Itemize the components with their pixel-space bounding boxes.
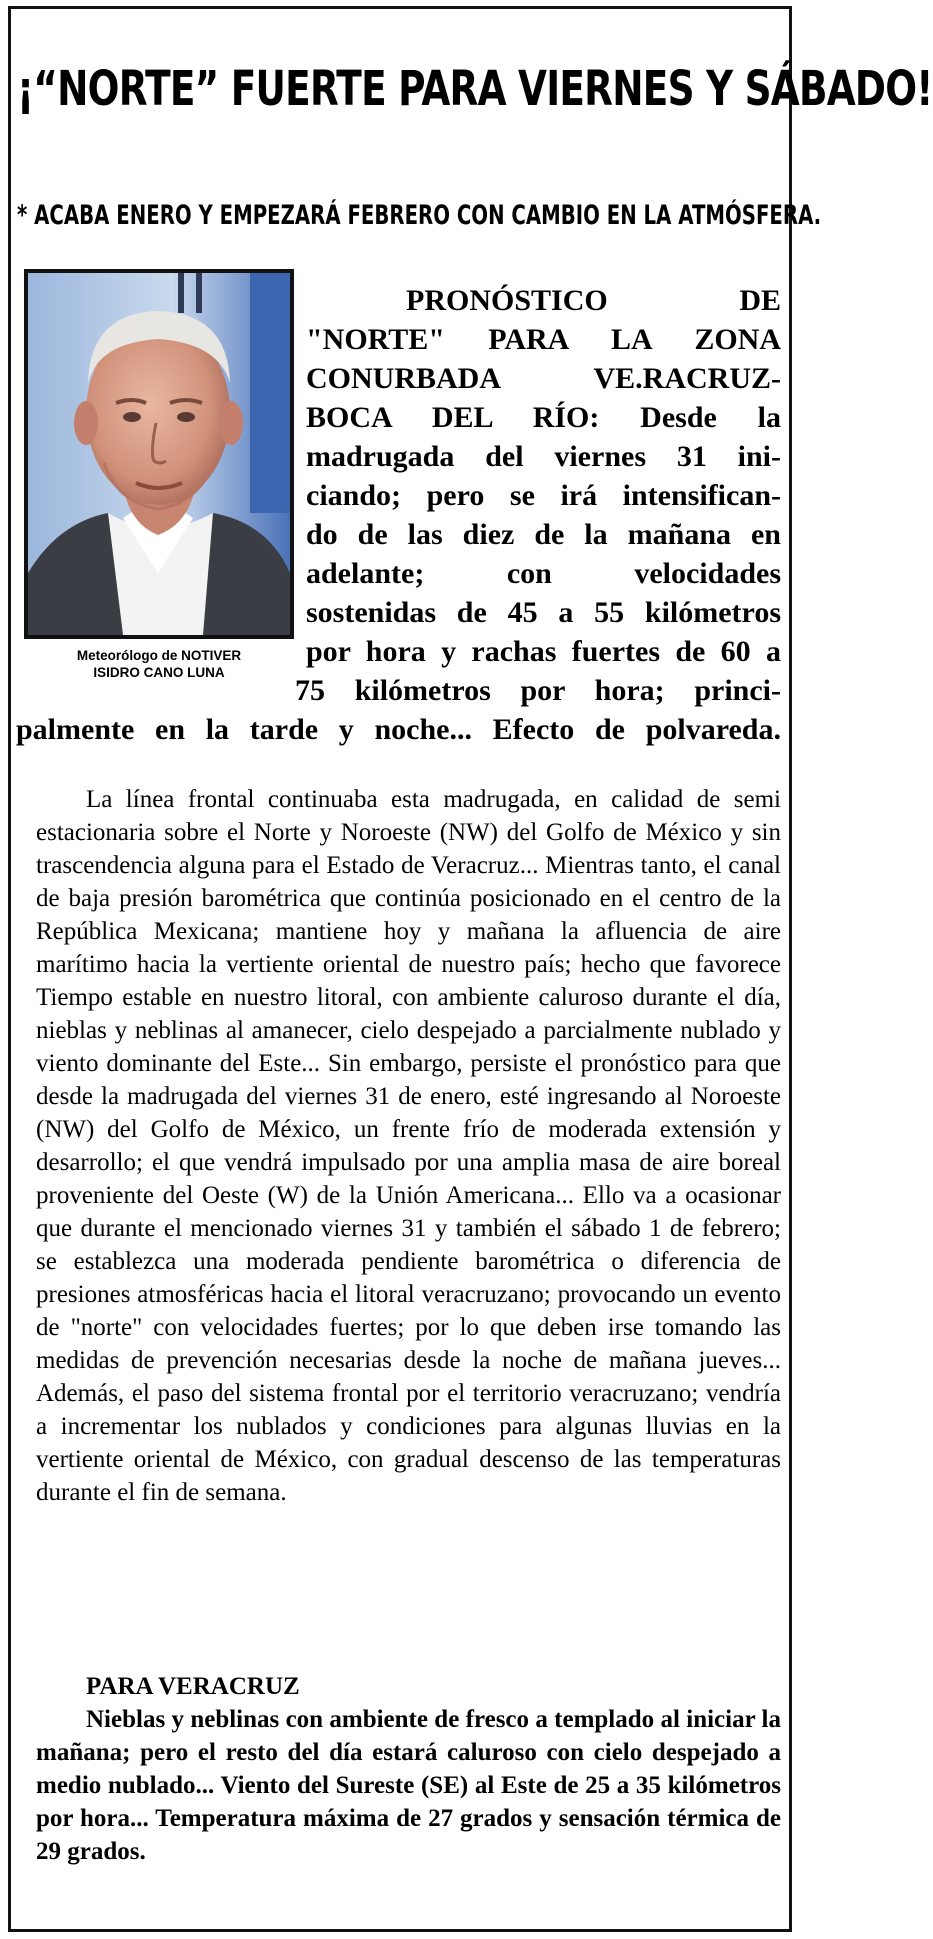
lead-line: palmente en la tarde y noche... Efecto de polvareda.: [16, 713, 781, 746]
lead-paragraph: [306, 281, 781, 632]
lead-line: BOCA DEL RÍO: Desde la: [306, 401, 781, 434]
lead-line: do de las diez de la mañana en: [306, 518, 781, 551]
lead-line: sostenidas de 45 a 55 kilómetros: [306, 596, 781, 629]
subheadline: * ACABA ENERO Y EMPEZARÁ FEBRERO CON CAMBIO EN LA ATMÓSFERA.: [17, 200, 822, 231]
caption-line-1: Meteorólogo de NOTIVER: [76, 648, 242, 663]
lead-line: adelante; con velocidades: [306, 557, 781, 590]
lead-line: ciando; pero se irá intensifican-: [306, 479, 781, 512]
lead-line: madrugada del viernes 31 ini-: [306, 440, 781, 473]
section-body: Nieblas y neblinas con ambiente de fresco a templado al iniciar la mañana; pero el resto del día estará caluroso con cielo despejado a medio nublado... Viento del Sureste (SE) al Este de 25 a 35 kilómetros por hora... Temperatura máxima de 27 grados y sensación térmica de 29 grados.: [36, 1706, 781, 1865]
meteorologist-photo: [24, 269, 294, 639]
article-body: La línea frontal continuaba esta madrugada, en calidad de semi estacionaria sobre el Norte y Noroeste (NW) del Golfo de México y sin trascendencia alguna para el Estado de Veracruz... Mientras tanto, el canal de baja presión barométrica que continúa posicionado en el centro de la República Mexicana; mantiene hoy y mañana la afluencia de aire marítimo hacia la vertiente oriental de nuestro país; hecho que favorece Tiempo estable en nuestro litoral, con ambiente caluroso durante el día, nieblas y neblinas al amanecer, cielo despejado a parcialmente nublado y viento dominante del Este... Sin embargo, persiste el pronóstico para que desde la madrugada del viernes 31 de enero, esté ingresando al Noroeste (NW) del Golfo de México, un frente frío de moderada extensión y desarrollo; el que vendrá impulsado por una amplia masa de aire boreal proveniente del Oeste (W) de la Unión Americana... Ello va a ocasionar que durante el mencionado viernes 31 y también el sábado 1 de febrero; se establezca una moderada pendiente barométrica o diferencia de presiones atmosféricas hacia el litoral veracruzano; provocando un evento de "norte" con velocidades fuertes; por lo que deben irse tomando las medidas de prevención necesarias desde la noche de mañana jueves... Además, el paso del sistema frontal por el territorio veracruzano; vendría a incrementar los nublados y condiciones para algunas lluvias en la vertiente oriental de México, con gradual descenso de las temperaturas durante el fin de semana.: [36, 786, 781, 1506]
headline: ¡“NORTE” FUERTE PARA VIERNES Y SÁBADO!: [17, 61, 933, 117]
lead-line: "NORTE" PARA LA ZONA: [306, 323, 781, 356]
caption-line-2: ISIDRO CANO LUNA: [93, 665, 225, 680]
article-frame: [8, 6, 933, 1932]
lead-line: por hora y rachas fuertes de 60 a: [306, 635, 781, 668]
lead-line: PRONÓSTICO DE: [406, 284, 781, 317]
section-title: PARA VERACRUZ: [86, 1673, 300, 1700]
lead-line: 75 kilómetros por hora; princi-: [295, 674, 781, 707]
photo-caption: [24, 647, 294, 681]
lead-line: CONURBADA VE.RACRUZ-: [306, 362, 781, 395]
